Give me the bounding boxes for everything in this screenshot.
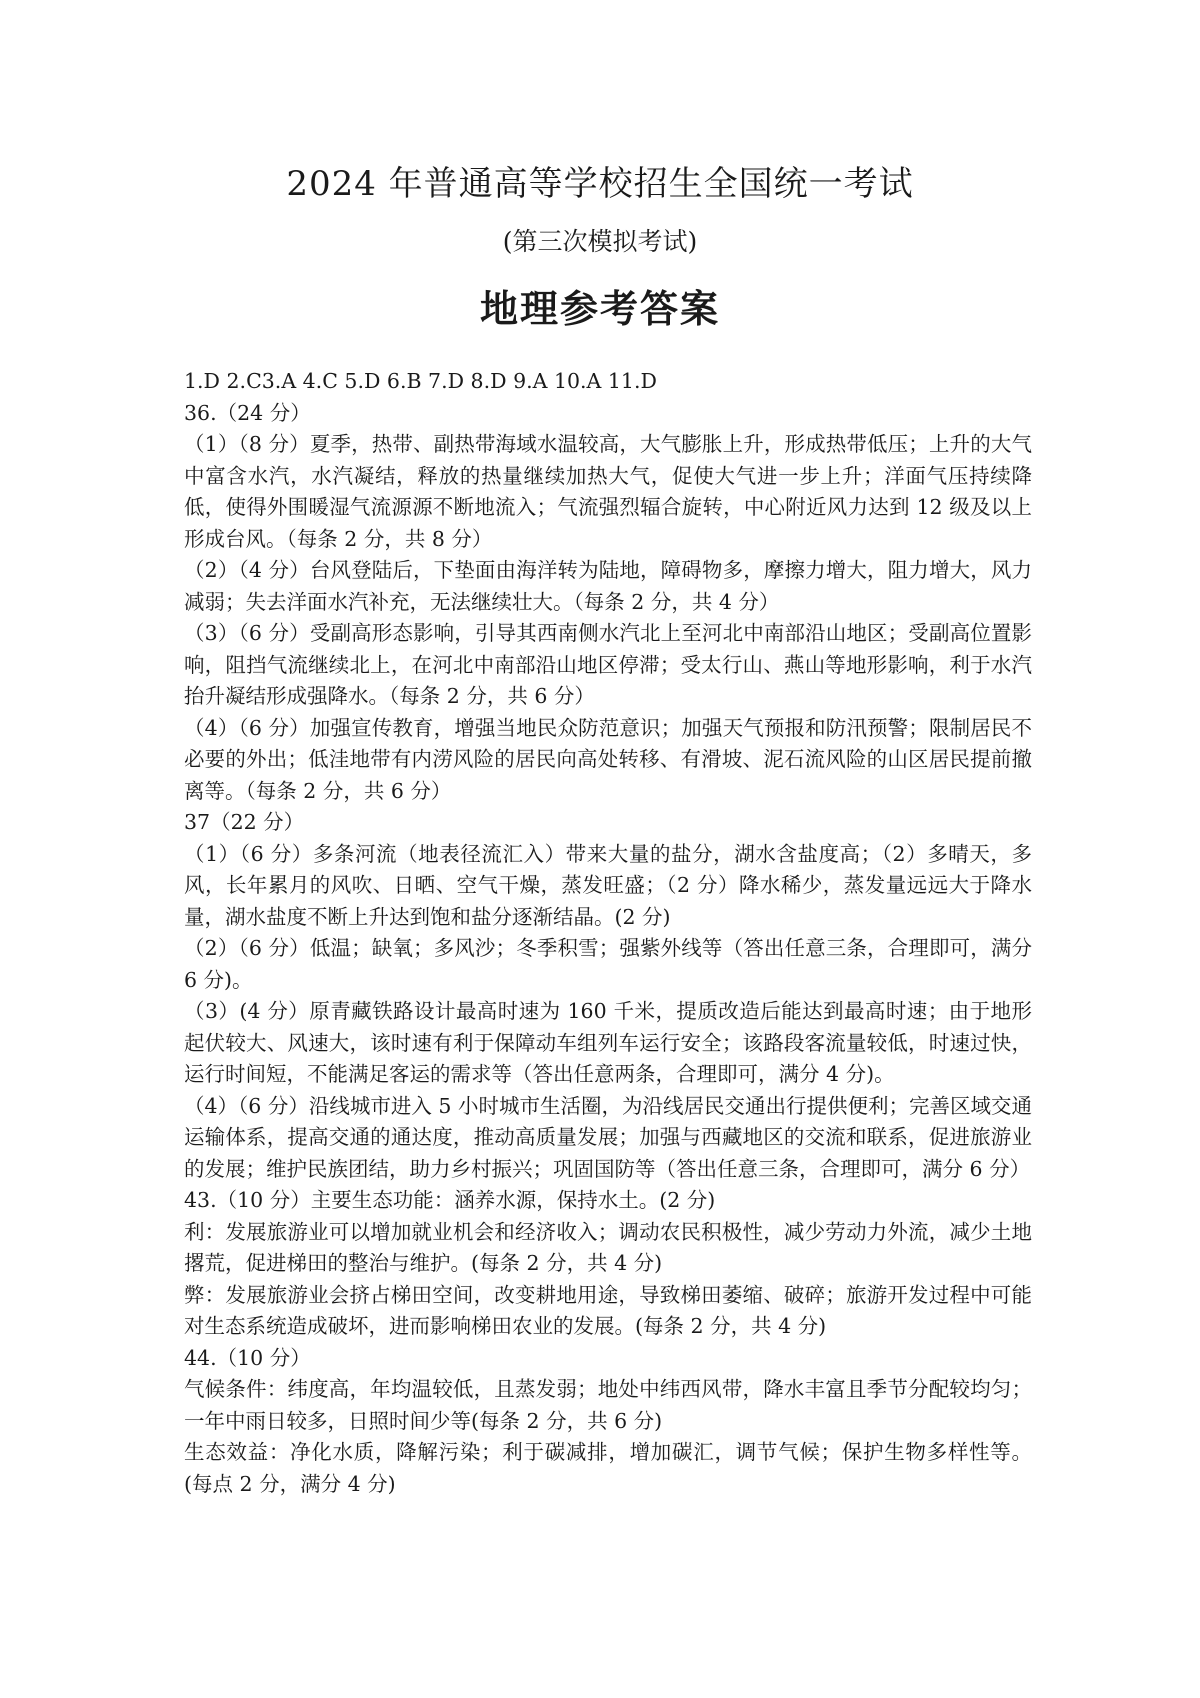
q37-part4: （4）（6 分）沿线城市进入 5 小时城市生活圈，为沿线居民交通出行提供便利；完善区域交通运输体系，提高交通的通达度，推动高质量发展；加强与西藏地区的交流和联系，促进旅游业的发展；维护民族团结，助力乡村振兴；巩固国防等（答出任意三条，合理即可，满分 6 分） [184, 1093, 1032, 1181]
q36-header: 36.（24 分） [184, 400, 311, 425]
exam-subtitle: (第三次模拟考试) [502, 227, 698, 256]
document-title: 地理参考答案 [479, 286, 720, 331]
q36-part4: （4）（6 分）加强宣传教育，增强当地民众防范意识；加强天气预报和防汛预警；限制居民不必要的外出；低洼地带有内涝风险的居民向高处转移、有滑坡、泥石流风险的山区居民提前撤离等。（每条 2 分，共 6 分） [184, 715, 1032, 803]
q44-ecology: 生态效益：净化水质，降解污染；利于碳减排，增加碳汇，调节气候；保护生物多样性等。(每点 2 分，满分 4 分) [184, 1440, 1032, 1496]
q37-header: 37（22 分） [184, 810, 305, 834]
q37-part2: （2）（6 分）低温；缺氧；多风沙；冬季积雪；强紫外线等（答出任意三条，合理即可，满分 6 分)。 [184, 936, 1032, 992]
q37-part1: （1）（6 分）多条河流（地表径流汇入）带来大量的盐分，湖水含盐度高；（2）多晴天，多风，长年累月的风吹、日晒、空气干燥，蒸发旺盛；（2 分）降水稀少，蒸发量远远大于降水量，湖水盐度不断上升达到饱和盐分逐渐结晶。(2 分) [184, 841, 1032, 929]
q43-benefits: 利：发展旅游业可以增加就业机会和经济收入；调动农民积极性，减少劳动力外流，减少土地撂荒，促进梯田的整治与维护。(每条 2 分，共 4 分) [184, 1219, 1032, 1275]
multiple-choice-answers: 1.D 2.C3.A 4.C 5.D 6.B 7.D 8.D 9.A 10.A 11.D [184, 369, 657, 393]
q44-climate: 气候条件：纬度高，年均温较低，且蒸发弱；地处中纬西风带，降水丰富且季节分配较均匀；一年中雨日较多，日照时间少等(每条 2 分，共 6 分) [184, 1377, 1032, 1433]
answer-body [184, 366, 1032, 1500]
exam-title: 2024 年普通高等学校招生全国统一考试 [286, 164, 914, 204]
q44-header: 44.（10 分） [184, 1345, 311, 1370]
q37-part3: （3）(4 分）原青藏铁路设计最高时速为 160 千米，提质改造后能达到最高时速；由于地形起伏较大、风速大，该时速有利于保障动车组列车运行安全；该路段客流量较低，时速过快，运行时间短，不能满足客运的需求等（答出任意两条，合理即可，满分 4 分)。 [184, 999, 1032, 1086]
q36-part1: （1）（8 分）夏季，热带、副热带海域水温较高，大气膨胀上升，形成热带低压；上升的大气中富含水汽，水汽凝结，释放的热量继续加热大气，促使大气进一步上升；洋面气压持续降低，使得外围暖湿气流源源不断地流入；气流强烈辐合旋转，中心附近风力达到 12 级及以上形成台风。（每条 2 分，共 8 分） [184, 432, 1032, 551]
q43-main: 43.（10 分）主要生态功能：涵养水源，保持水土。(2 分) [184, 1188, 716, 1212]
q36-part2: （2）（4 分）台风登陆后，下垫面由海洋转为陆地，障碍物多，摩擦力增大，阻力增大，风力减弱；失去洋面水汽补充，无法继续壮大。（每条 2 分，共 4 分） [184, 558, 1032, 614]
q43-drawbacks: 弊：发展旅游业会挤占梯田空间，改变耕地用途，导致梯田萎缩、破碎；旅游开发过程中可能对生态系统造成破坏，进而影响梯田农业的发展。(每条 2 分，共 4 分) [184, 1282, 1032, 1338]
q36-part3: （3）（6 分）受副高形态影响，引导其西南侧水汽北上至河北中南部沿山地区；受副高位置影响，阻挡气流继续北上，在河北中南部沿山地区停滞；受太行山、燕山等地形影响，利于水汽抬升凝结形成强降水。（每条 2 分，共 6 分） [184, 621, 1032, 708]
